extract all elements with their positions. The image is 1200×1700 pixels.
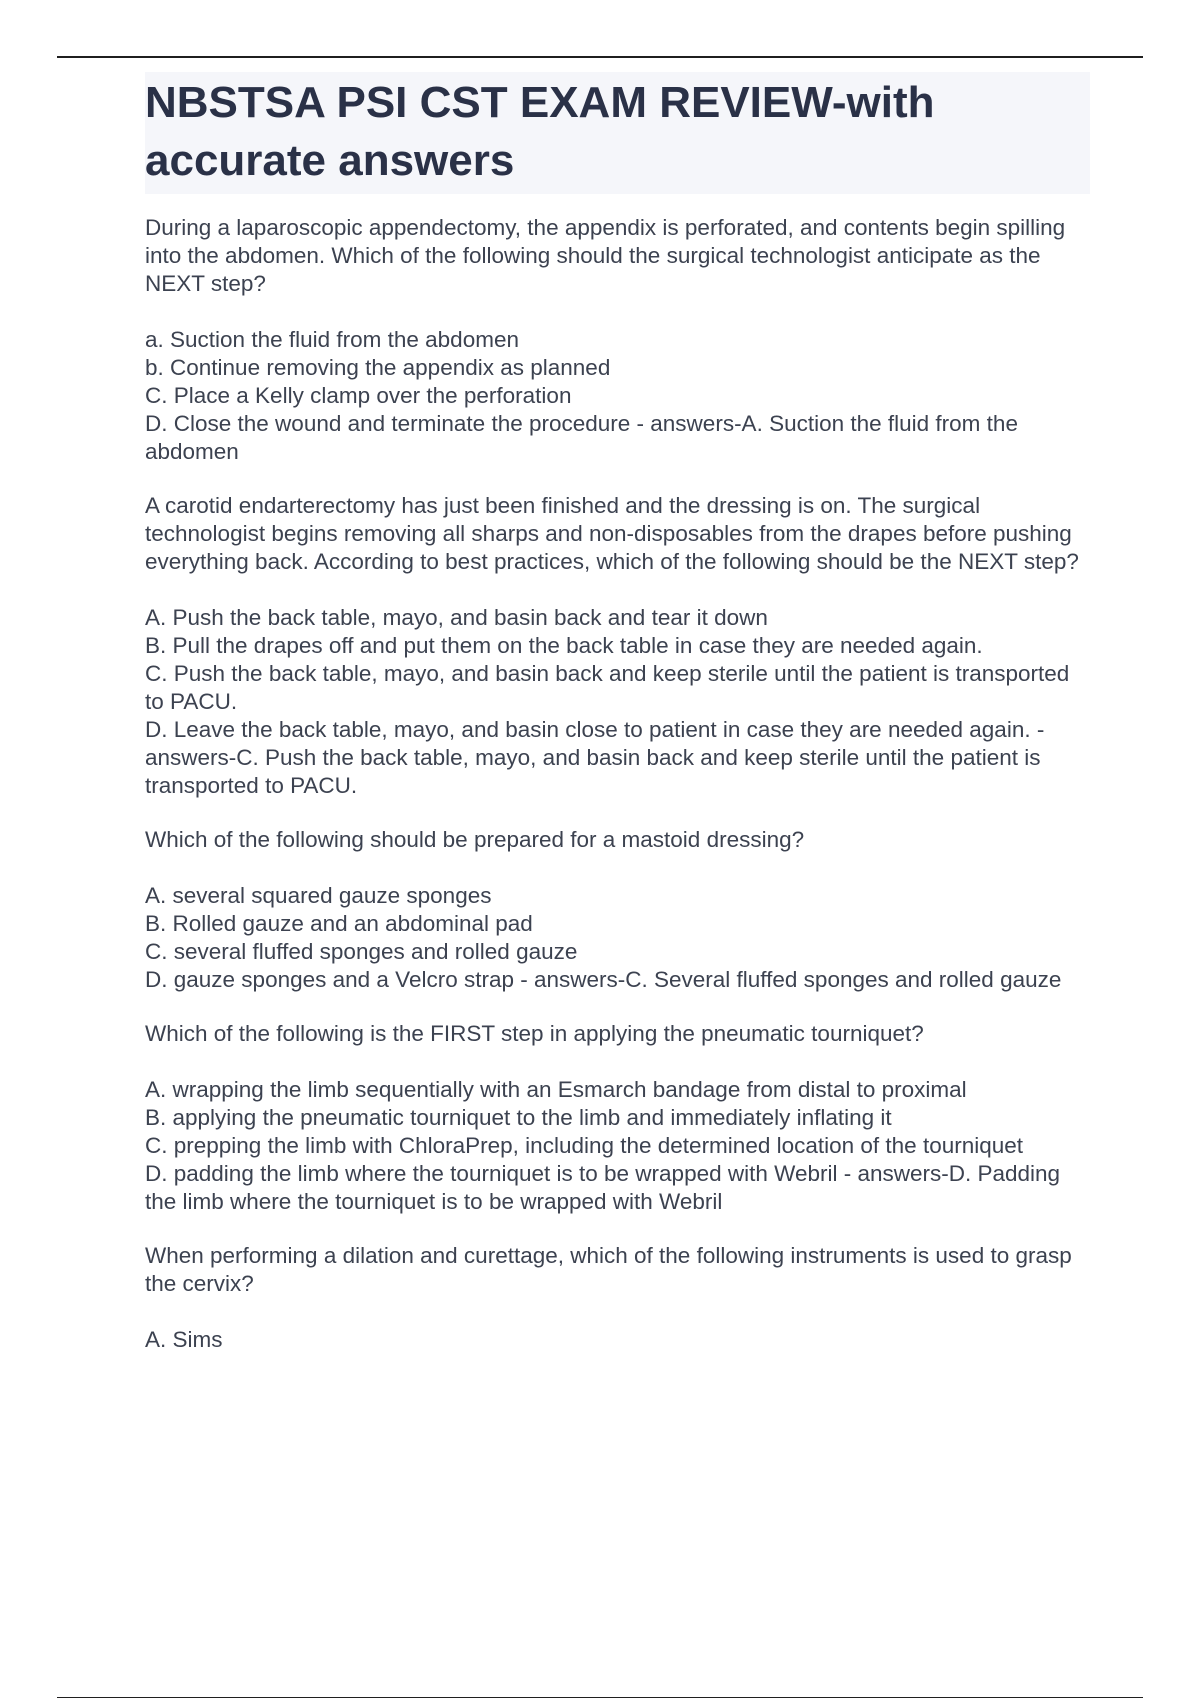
option-item: b. Continue removing the appendix as planned: [145, 355, 611, 380]
bottom-rule: [57, 1697, 1143, 1698]
question-text: During a laparoscopic appendectomy, the appendix is perforated, and contents begin spilling into the abdomen. Which of the following should the surgical technologist anticipate as the NEXT step?: [145, 215, 1066, 296]
question-block-4: [145, 1020, 1090, 1216]
option-item: a. Suction the fluid from the abdomen: [145, 327, 519, 352]
option-item: B. Pull the drapes off and put them on the back table in case they are needed again.: [145, 633, 983, 658]
question-text: When performing a dilation and curettage, which of the following instruments is used to grasp the cervix?: [145, 1243, 1072, 1296]
document-body: [145, 72, 1090, 1380]
question-block-3: [145, 826, 1090, 994]
page-title-line-1: NBSTSA PSI CST EXAM REVIEW-with: [145, 78, 935, 127]
question-block-2: [145, 492, 1090, 800]
top-rule: [57, 56, 1143, 58]
question-block-1: [145, 214, 1090, 466]
option-item: B. applying the pneumatic tourniquet to the limb and immediately inflating it: [145, 1105, 892, 1130]
option-list: [145, 326, 1090, 466]
option-item: D. gauze sponges and a Velcro strap - answers-C. Several fluffed sponges and rolled gauze: [145, 967, 1062, 992]
option-item: D. padding the limb where the tourniquet is to be wrapped with Webril - answers-D. Padding the limb where the tourniquet is to be wrapped with Webril: [145, 1161, 1061, 1214]
option-list: [145, 1326, 1090, 1354]
option-item: D. Leave the back table, mayo, and basin close to patient in case they are needed again. - answers-C. Push the back table, mayo, and basin back and keep sterile until the patient is transported to PACU.: [145, 717, 1045, 798]
question-text: A carotid endarterectomy has just been finished and the dressing is on. The surgical technologist begins removing all sharps and non-disposables from the drapes before pushing everything back. According to best practices, which of the following should be the NEXT step?: [145, 493, 1079, 574]
option-list: [145, 604, 1090, 800]
option-item: C. several fluffed sponges and rolled gauze: [145, 939, 578, 964]
option-item: C. Push the back table, mayo, and basin back and keep sterile until the patient is transported to PACU.: [145, 661, 1070, 714]
question-text: Which of the following is the FIRST step in applying the pneumatic tourniquet?: [145, 1021, 924, 1046]
option-list: [145, 882, 1090, 994]
option-item: D. Close the wound and terminate the procedure - answers-A. Suction the fluid from the abdomen: [145, 411, 1018, 464]
option-item: B. Rolled gauze and an abdominal pad: [145, 911, 533, 936]
option-item: A. wrapping the limb sequentially with an Esmarch bandage from distal to proximal: [145, 1077, 967, 1102]
option-item: A. Push the back table, mayo, and basin back and tear it down: [145, 605, 768, 630]
question-block-5: [145, 1242, 1090, 1354]
page-title-line-2: accurate answers: [145, 136, 515, 185]
question-text: Which of the following should be prepared for a mastoid dressing?: [145, 827, 805, 852]
option-item: C. prepping the limb with ChloraPrep, including the determined location of the tourniquet: [145, 1133, 1024, 1158]
option-item: A. Sims: [145, 1327, 223, 1352]
page-title: [145, 72, 1090, 194]
option-item: A. several squared gauze sponges: [145, 883, 492, 908]
option-item: C. Place a Kelly clamp over the perforation: [145, 383, 572, 408]
option-list: [145, 1076, 1090, 1216]
